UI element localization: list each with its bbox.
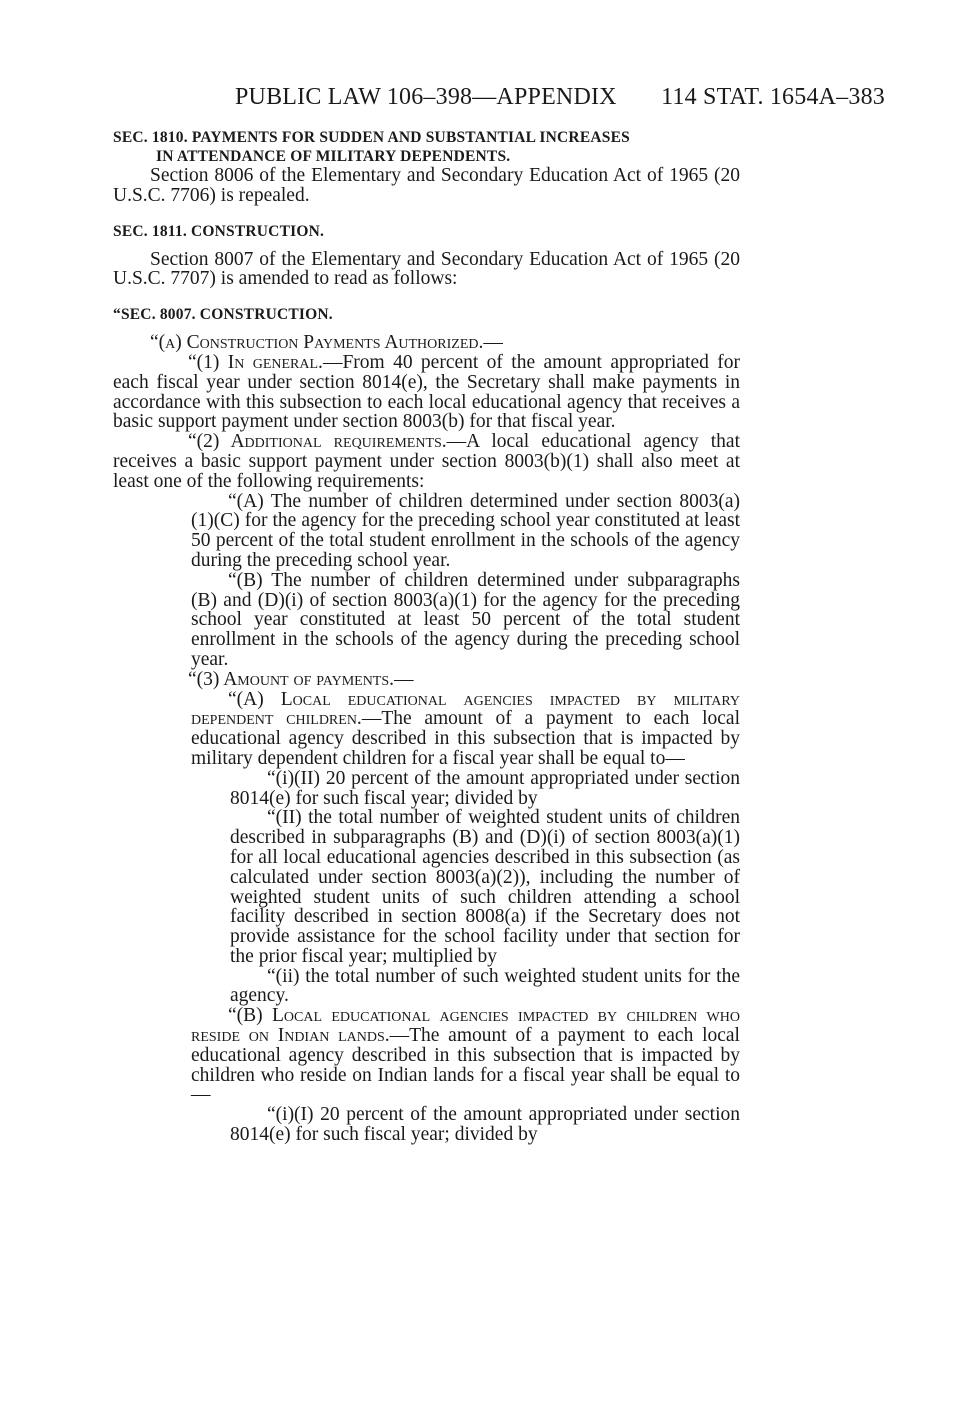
paragraph-a1 bbox=[113, 353, 740, 432]
paragraph-a1-text: —From 40 percent of the amount appropriated for each fiscal year under section 8014(e), the Secretary shall make payments in accordance with this subsection to each local educational agency that receives a basic support payment under section 8003(b) for that fiscal year. bbox=[113, 351, 740, 433]
subparagraph-a3B-lead: “(B) Local educational agencies impacted by children who reside on Indian lands. bbox=[191, 1005, 740, 1047]
header-stat-citation: 114 STAT. 1654A–383 bbox=[661, 84, 885, 110]
paragraph-a2-text: —A local educational agency that receives a basic support payment under section 8003(b)(1) shall also meet at least one of the following requirements: bbox=[113, 431, 740, 492]
section-1811-text: Section 8007 of the Elementary and Secondary Education Act of 1965 (20 U.S.C. 7707) is amended to read as follows: bbox=[113, 248, 740, 290]
section-1810-heading bbox=[113, 128, 740, 166]
paragraph-a3-heading: “(3) Amount of payments.— bbox=[188, 668, 414, 690]
clause-a3A-i: “(i)(II) 20 percent of the amount appropriated under section 8014(e) for such fiscal year; divided by bbox=[230, 767, 740, 809]
clause-a3B-i: “(i)(I) 20 percent of the amount appropriated under section 8014(e) for such fiscal year; divided by bbox=[230, 1104, 740, 1146]
subsection-a-heading: “(a) Construction Payments Authorized.— bbox=[150, 332, 503, 354]
subparagraph-a3A bbox=[113, 690, 740, 769]
document-body bbox=[113, 128, 740, 1145]
subparagraph-a2A: “(A) The number of children determined under section 8003(a)(1)(C) for the agency for the preceding school year constituted at least 50 percent of the total student enrollment in the schools of the agency during the preceding school year. bbox=[191, 490, 740, 571]
section-1810-text: Section 8006 of the Elementary and Secondary Education Act of 1965 (20 U.S.C. 7706) is repealed. bbox=[113, 165, 740, 206]
paragraph-a1-lead: “(1) In general. bbox=[188, 351, 323, 373]
section-1810-heading-line1: SEC. 1810. PAYMENTS FOR SUDDEN AND SUBSTANTIAL INCREASES bbox=[113, 129, 630, 146]
running-header bbox=[235, 84, 885, 110]
subclause-a3A-II: “(II) the total number of weighted student units of children described in subparagraphs (B) and (D)(i) of section 8003(a)(1) for all local educational agencies described in this subsection (as calculated under section 8003(a)(2)), including the number of weighted student units of such children attending a school facility described in section 8008(a) if the Secretary does not provide assistance for the school facility under that section for the prior fiscal year; multiplied by bbox=[230, 807, 740, 967]
section-1810-heading-line2: IN ATTENDANCE OF MILITARY DEPENDENTS. bbox=[156, 148, 511, 165]
paragraph-a2-lead: “(2) Additional requirements. bbox=[188, 431, 447, 453]
subparagraph-a3B-text: —The amount of a payment to each local educational agency described in this subsection that is impacted by children who reside on Indian lands for a fiscal year shall be equal to— bbox=[191, 1025, 740, 1106]
section-1811-heading: SEC. 1811. CONSTRUCTION. bbox=[113, 222, 325, 240]
clause-a3A-ii: “(ii) the total number of such weighted student units for the agency. bbox=[230, 965, 740, 1007]
subparagraph-a2B: “(B) The number of children determined under subparagraphs (B) and (D)(i) of section 8003(a)(1) for the agency for the preceding school year constituted at least 50 percent of the total student enrollment in the schools of the agency during the preceding school year. bbox=[191, 569, 740, 670]
subparagraph-a3B bbox=[113, 1006, 740, 1105]
subparagraph-a3A-lead: “(A) Local educational agencies impacted by military dependent children. bbox=[191, 688, 740, 730]
paragraph-a2 bbox=[113, 432, 740, 491]
subparagraph-a3A-text: —The amount of a payment to each local educational agency described in this subsection that is impacted by military dependent children for a fiscal year shall be equal to— bbox=[191, 708, 740, 769]
header-title: PUBLIC LAW 106–398—APPENDIX bbox=[235, 84, 617, 110]
section-8007-heading: “SEC. 8007. CONSTRUCTION. bbox=[113, 306, 333, 324]
